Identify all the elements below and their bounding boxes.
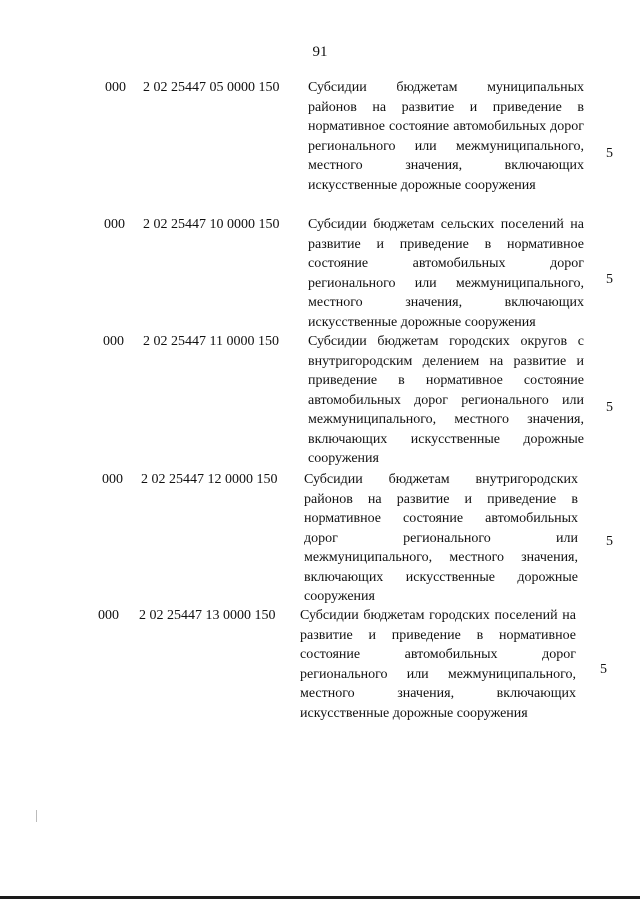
value-cell: 5: [600, 662, 607, 677]
budget-classification-code: 2 02 25447 11 0000 150: [143, 334, 279, 349]
budget-classification-code: 2 02 25447 05 0000 150: [143, 80, 280, 95]
table-row: [0, 78, 640, 208]
admin-code: 000: [105, 80, 126, 95]
admin-code: 000: [102, 472, 123, 487]
admin-code: 000: [103, 334, 124, 349]
table-row: [0, 606, 640, 736]
revenue-description: Субсидии бюджетам сельских поселений на развитие и приведение в нормативное состояние автомобильных дорог регионального или межмуниципального, местного значения, включающих искусственные дорожные сооружения: [308, 217, 584, 330]
table-row: [0, 332, 640, 466]
revenue-description: Субсидии бюджетам внутригородских районов на развитие и приведение в нормативное состояние автомобильных дорог регионального или межмуниципального, местного значения, включающих искусственные дорожные сооружения: [304, 472, 578, 604]
table-row: [0, 470, 640, 604]
revenue-description: Субсидии бюджетам муниципальных районов на развитие и приведение в нормативное состояние автомобильных дорог регионального или межмуниципального, местного значения, включающих искусственные дорожные сооружения: [308, 80, 584, 193]
value-cell: 5: [606, 534, 613, 549]
value-cell: 5: [606, 272, 613, 287]
table-row: [0, 215, 640, 345]
scan-artifact: [36, 810, 37, 822]
value-cell: 5: [606, 400, 613, 415]
admin-code: 000: [98, 608, 119, 623]
value-cell: 5: [606, 146, 613, 161]
budget-classification-code: 2 02 25447 10 0000 150: [143, 217, 280, 232]
revenue-description: Субсидии бюджетам городских поселений на развитие и приведение в нормативное состояние автомобильных дорог регионального или межмуниципального, местного значения, включающих искусственные дорожные сооружения: [300, 608, 576, 721]
revenue-description: Субсидии бюджетам городских округов с внутригородским делением на развитие и приведение в нормативное состояние автомобильных дорог регионального или межмуниципального, местного значения, включающих искусственные дорожные сооружения: [308, 334, 584, 466]
admin-code: 000: [104, 217, 125, 232]
budget-classification-code: 2 02 25447 12 0000 150: [141, 472, 278, 487]
budget-classification-code: 2 02 25447 13 0000 150: [139, 608, 276, 623]
page-number: 91: [312, 44, 328, 60]
